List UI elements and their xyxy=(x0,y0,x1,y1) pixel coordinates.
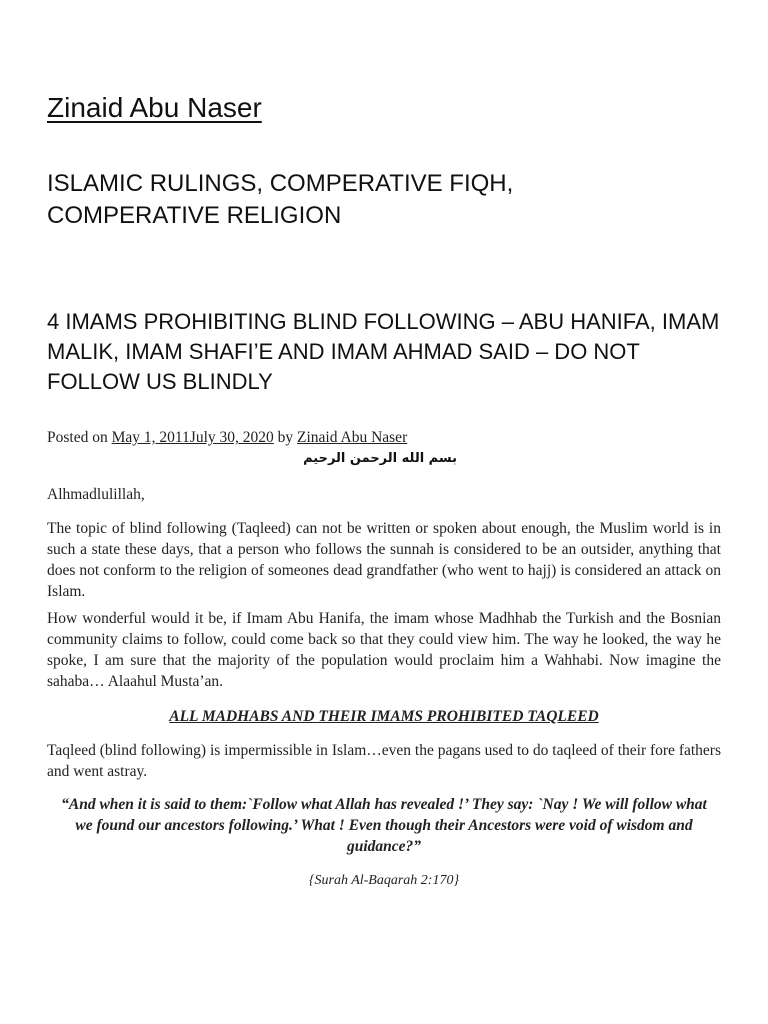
section-heading xyxy=(47,706,721,727)
author-link[interactable]: Zinaid Abu Naser xyxy=(297,429,408,446)
basmala: بسم الله الرحمن الرحيم xyxy=(303,451,457,466)
post-title: 4 IMAMS PROHIBITING BLIND FOLLOWING – ABU HANIFA, IMAM MALIK, IMAM SHAFI’E AND IMAM AHMAD SAID – DO NOT FOLLOW US BLINDLY xyxy=(47,309,720,394)
by-label: by xyxy=(277,429,294,446)
paragraph-2: How wonderful would it be, if Imam Abu Hanifa, the imam whose Madhhab the Turkish and the Bosnian community claims to follow, could come back so that they could view him. The way he looked, the way he spoke, I am sure that the majority of the population would proclaim him a Wahhabi. Now imagine the sahaba… Alaahul Musta’an. xyxy=(47,610,721,690)
site-title-link[interactable]: Zinaid Abu Naser xyxy=(47,92,262,123)
post-meta xyxy=(47,428,407,448)
paragraph-3: Taqleed (blind following) is impermissible in Islam…even the pagans used to do taqleed of their fore fathers and went astray. xyxy=(47,742,721,780)
posted-on-label: Posted on xyxy=(47,429,108,446)
site-description: ISLAMIC RULINGS, COMPERATIVE FIQH, COMPERATIVE RELIGION xyxy=(47,170,514,229)
section-heading-text: ALL MADHABS AND THEIR IMAMS PROHIBITED TAQLEED xyxy=(169,708,599,725)
paragraph-1: The topic of blind following (Taqleed) can not be written or spoken about enough, the Muslim world is in such a state these days, that a person who follows the sunnah is considered to be an outsider, anything that does not conform to the religion of someones dead grandfather (who went to hajj) is considered an attack on Islam. xyxy=(47,520,721,600)
quote-reference: {Surah Al-Baqarah 2:170} xyxy=(308,873,460,888)
post-date-link[interactable]: May 1, 2011July 30, 2020 xyxy=(111,429,274,446)
quran-quote: “And when it is said to them:`Follow what Allah has revealed !’ They say: `Nay ! We will follow what we found our ancestors following.’ What ! Even though their Ancestors were void of wisdom and guidance?” xyxy=(61,796,707,855)
greeting-paragraph: Alhmadlulillah, xyxy=(47,486,145,503)
